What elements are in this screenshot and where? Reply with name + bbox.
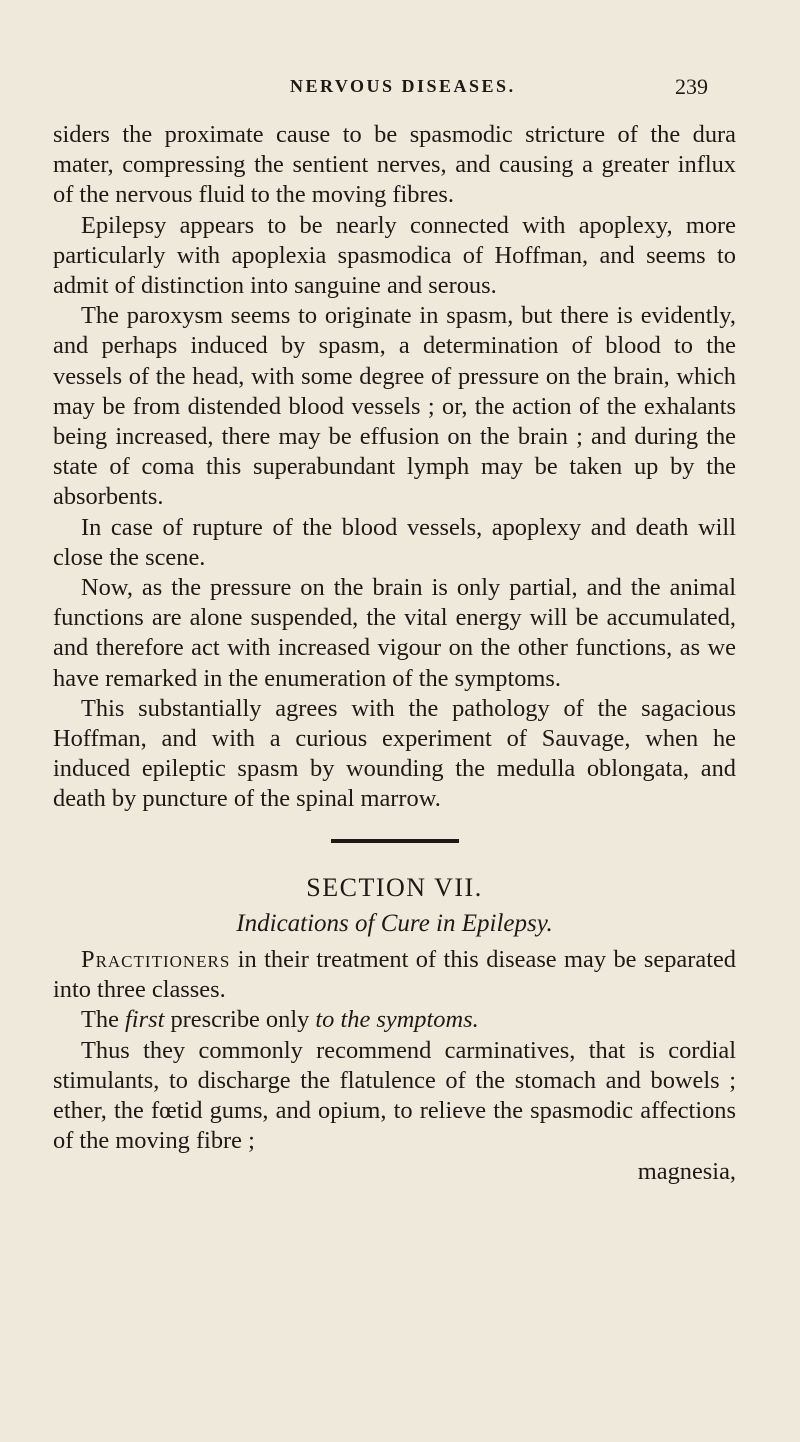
paragraph-8-b: prescribe only [164,1006,316,1034]
section-divider [331,839,459,843]
page-header [0,76,800,106]
paragraph-2: Epilepsy appears to be nearly connected with apoplexy, more particularly with apoplexia spasmodica of Hoffman, and seems to admit of distinction into sanguine and serous. [53,211,736,300]
paragraph-8-italic: to the symptoms. [315,1006,479,1034]
section-subtitle: Indications of Cure in Epilepsy. [236,909,553,937]
paragraph-5: Now, as the pressure on the brain is only partial, and the animal functions are alone suspended, the vital energy will be accumulated, and therefore act with increased vigour on the other functions, as we have remarked in the enumeration of the symptoms. [53,574,736,692]
paragraph-9: Thus they commonly recommend carminatives, that is cordial stimulants, to discharge the flatulence of the stomach and bowels ; ether, the fœtid gums, and opium, to relieve the spasmodic affections of the moving fibre ; [53,1036,736,1155]
paragraph-7-lead: Practitioners [81,946,231,974]
running-head: NERVOUS DISEASES. [290,76,516,96]
paragraph-7 [53,945,736,1005]
page-number: 239 [675,74,708,99]
paragraph-7-text: in their treatment of this disease may be separated into three classes. [53,946,736,1004]
paragraph-8 [53,1005,736,1035]
paragraph-3: The paroxysm seems to originate in spasm, but there is evidently, and perhaps induced by spasm, a determination of blood to the vessels of the head, with some degree of pressure on the brain, which may be from distended blood vessels ; or, the action of the exhalants being increased, there may be effusion on the brain ; and during the state of coma this superabundant lymph may be taken up by the absorbents. [53,302,736,511]
paragraph-4: In case of rupture of the blood vessels, apoplexy and death will close the scene. [53,513,736,571]
paragraph-8-a: The [81,1006,126,1034]
paragraph-8-first: first [125,1006,165,1034]
body-text [53,120,736,1187]
paragraph-6: This substantially agrees with the pathology of the sagacious Hoffman, and with a curious experiment of Sauvage, when he induced epileptic spasm by wounding the medulla oblongata, and death by puncture of the spinal marrow. [53,694,736,813]
paragraph-1: siders the proximate cause to be spasmodic stricture of the dura mater, compressing the sentient nerves, and causing a greater influx of the nervous fluid to the moving fibres. [53,121,736,209]
section-title: SECTION VII. [306,872,483,902]
catchword: magnesia, [637,1157,736,1185]
